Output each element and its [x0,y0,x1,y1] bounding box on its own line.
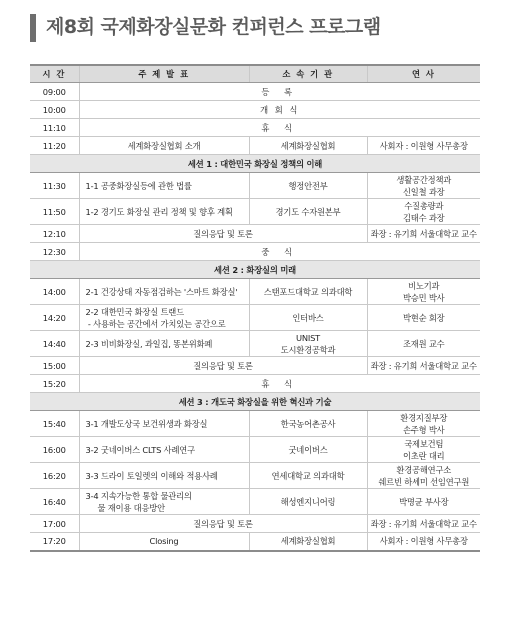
table-row [30,463,480,489]
org-line: 도시환경공학과 [280,344,336,355]
header-speaker: 연 사 [367,65,480,83]
table-row [30,243,480,261]
speaker-cell [367,437,480,463]
event-cell: 휴 식 [79,375,480,393]
header-org: 소 속 기 관 [249,65,367,83]
org-cell: 인터바스 [249,305,367,331]
time-cell: 10:00 [30,101,79,119]
table-row [30,357,480,375]
session-header-row [30,155,480,173]
org-cell: 해성엔지니어링 [249,489,367,515]
speaker-cell [367,199,480,225]
table-row [30,279,480,305]
table-row [30,119,480,137]
speaker-line: 김태수 과장 [402,212,445,223]
speaker-line: 이초란 대리 [402,450,445,461]
topic-line: 물 재이용 대응방안 [97,502,165,513]
table-row [30,83,480,101]
table-row [30,305,480,331]
speaker-cell: 좌장 : 유기희 서울대학교 교수 [367,225,480,243]
speaker-cell [367,411,480,437]
time-cell: 12:30 [30,243,79,261]
event-cell: 등 록 [79,83,480,101]
speaker-line: 신일철 과장 [402,186,445,197]
topic-cell: 1-1 공중화장실등에 관한 법률 [79,173,249,199]
table-row [30,437,480,463]
time-cell: 16:20 [30,463,79,489]
speaker-line: 박승민 박사 [402,292,445,303]
event-cell: 질의응답 및 토론 [79,357,367,375]
speaker-cell: 좌장 : 유기희 서울대학교 교수 [367,515,480,533]
header-time: 시 간 [30,65,79,83]
table-row [30,173,480,199]
table-row [30,489,480,515]
page-title: 제8회 국제화장실문화 컨퍼런스 프로그램 [46,16,381,38]
event-cell: 질의응답 및 토론 [79,225,367,243]
time-cell: 11:10 [30,119,79,137]
topic-cell: 1-2 경기도 화장실 관리 정책 및 향후 계획 [79,199,249,225]
org-line: UNIST [295,332,321,343]
session-1-title: 세션 1 : 대한민국 화장실 정책의 이해 [30,155,480,173]
event-cell: 휴 식 [79,119,480,137]
speaker-cell: 박명균 부사장 [367,489,480,515]
event-cell: 개 회 식 [79,101,480,119]
speaker-line: 손주형 박사 [402,424,445,435]
time-cell: 14:20 [30,305,79,331]
speaker-line: 쉐르빈 하셰미 선임연구원 [378,476,470,487]
topic-cell: 2-3 비비화장실, 과일집, 똥본위화폐 [79,331,249,357]
topic-cell: 3-3 드라이 토일렛의 이해와 적용사례 [79,463,249,489]
table-row [30,533,480,551]
table-row [30,375,480,393]
time-cell: 14:40 [30,331,79,357]
org-cell: 세계화장실협회 [249,137,367,155]
topic-line: 3-4 지속가능한 통합 물관리의 [85,490,192,501]
time-cell: 15:20 [30,375,79,393]
time-cell: 17:00 [30,515,79,533]
speaker-cell: 좌장 : 유기희 서울대학교 교수 [367,357,480,375]
speaker-cell [367,463,480,489]
table-row [30,101,480,119]
speaker-cell: 박현순 회장 [367,305,480,331]
table-row [30,225,480,243]
speaker-cell: 사회자 : 이원형 사무총장 [367,533,480,551]
event-cell: 중 식 [79,243,480,261]
title-accent-bar [30,14,36,42]
speaker-line: 생활공간정책과 [396,174,452,185]
org-cell: 세계화장실협회 [249,533,367,551]
time-cell: 14:00 [30,279,79,305]
session-header-row [30,261,480,279]
speaker-line: 환경공해연구소 [396,464,452,475]
time-cell: 16:40 [30,489,79,515]
speaker-cell: 조재원 교수 [367,331,480,357]
speaker-line: 비노기과 [408,280,440,291]
table-row [30,331,480,357]
program-table [30,64,480,552]
topic-line: 2-2 대한민국 화장실 트랜드 [85,306,184,317]
header-topic: 주 제 발 표 [79,65,249,83]
topic-line: - 사용하는 공간에서 가치있는 공간으로 [85,318,226,329]
org-cell: 행정안전부 [249,173,367,199]
event-cell: 질의응답 및 토론 [79,515,367,533]
org-cell: 경기도 수자원본부 [249,199,367,225]
time-cell: 15:40 [30,411,79,437]
topic-cell: 2-1 건강상태 자동점검하는 '스마트 화장실' [79,279,249,305]
topic-cell: 세계화장실협회 소개 [79,137,249,155]
org-cell: 한국농어촌공사 [249,411,367,437]
table-row [30,411,480,437]
table-header-row [30,65,480,83]
session-2-title: 세션 2 : 화장실의 미래 [30,261,480,279]
topic-cell: 3-2 굿네이버스 CLTS 사례연구 [79,437,249,463]
speaker-line: 수질총량과 [404,200,444,211]
table-row [30,199,480,225]
time-cell: 15:00 [30,357,79,375]
session-3-title: 세션 3 : 개도국 화장실을 위한 혁신과 기술 [30,393,480,411]
speaker-line: 환경지질부장 [400,412,448,423]
time-cell: 09:00 [30,83,79,101]
table-row [30,137,480,155]
table-row [30,515,480,533]
time-cell: 17:20 [30,533,79,551]
speaker-cell: 사회자 : 이원형 사무총장 [367,137,480,155]
org-cell: 스탠포드대학교 의과대학 [249,279,367,305]
time-cell: 11:30 [30,173,79,199]
session-header-row [30,393,480,411]
time-cell: 12:10 [30,225,79,243]
topic-cell: Closing [79,533,249,551]
topic-cell [79,489,249,515]
org-cell: 연세대학교 의과대학 [249,463,367,489]
speaker-cell [367,279,480,305]
topic-cell: 3-1 개발도상국 보건위생과 화장실 [79,411,249,437]
time-cell: 16:00 [30,437,79,463]
org-cell: 굿네이버스 [249,437,367,463]
speaker-cell [367,173,480,199]
time-cell: 11:50 [30,199,79,225]
time-cell: 11:20 [30,137,79,155]
topic-cell [79,305,249,331]
org-cell [249,331,367,357]
speaker-line: 국제보건팀 [404,438,444,449]
